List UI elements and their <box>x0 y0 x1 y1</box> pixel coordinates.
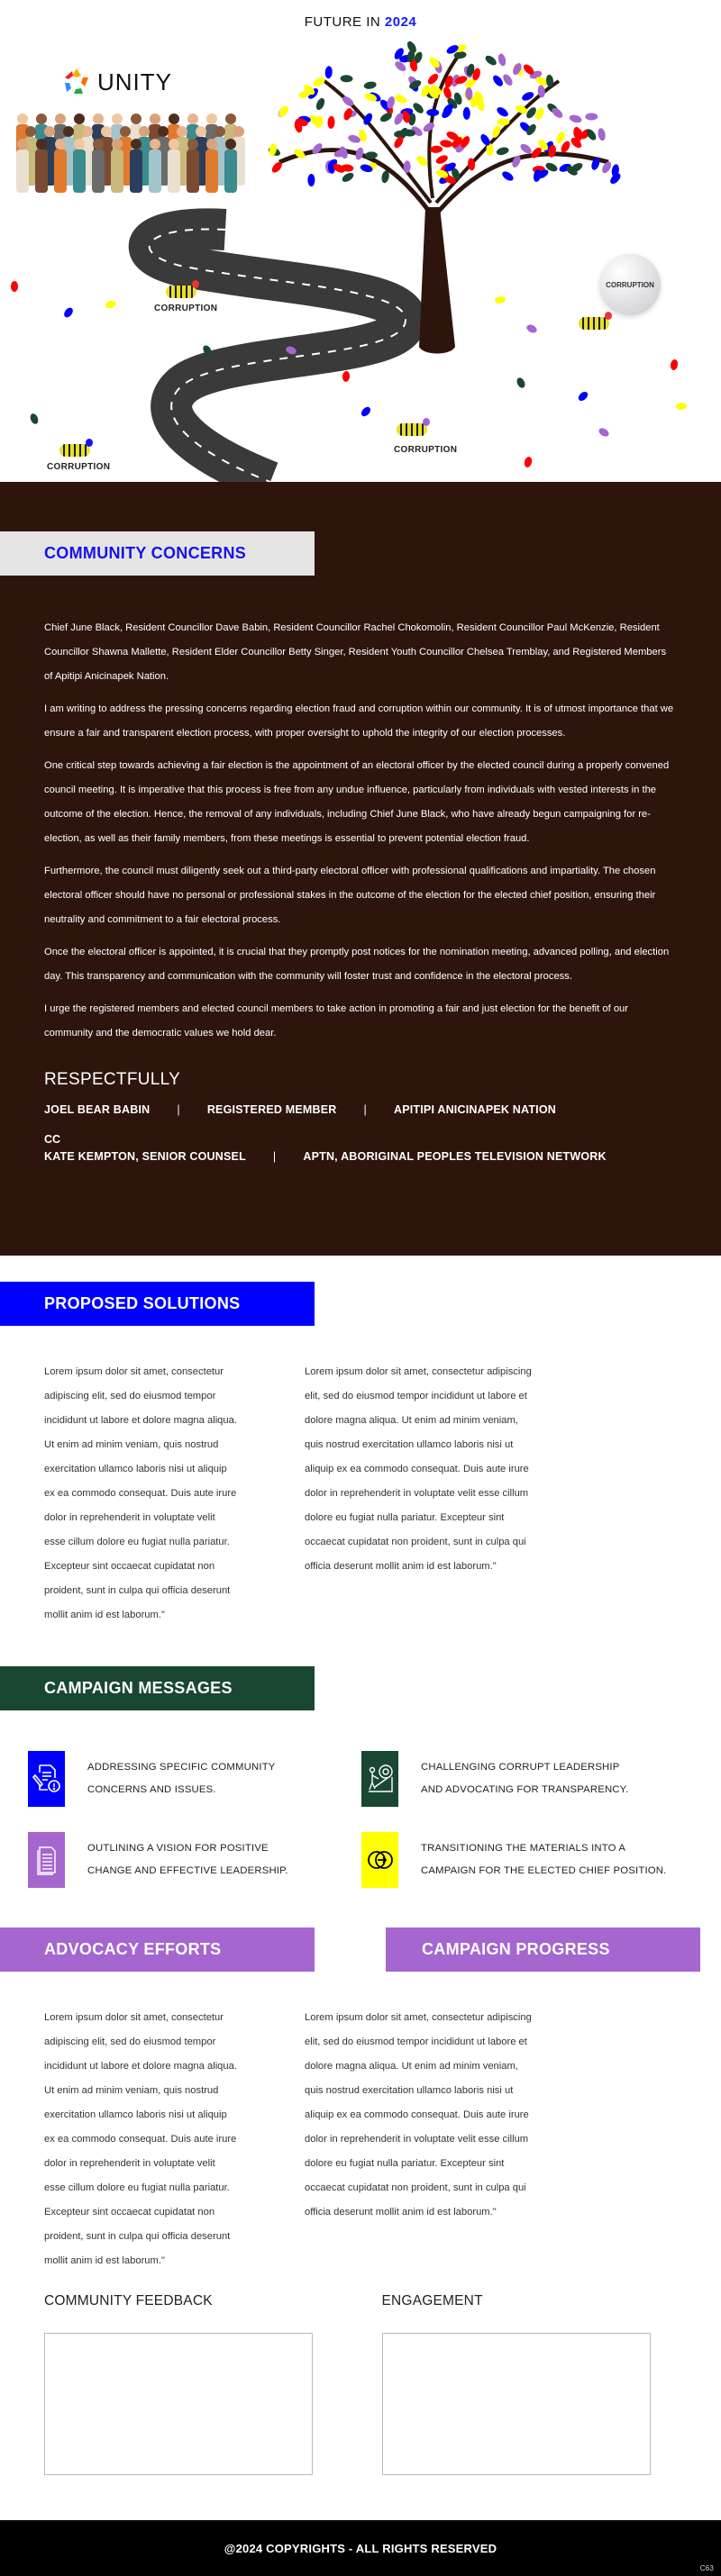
person-head <box>131 139 141 150</box>
message-line: OUTLINING A VISION FOR POSITIVE <box>87 1843 269 1854</box>
person-head <box>74 113 85 124</box>
leaf <box>327 116 335 129</box>
fallen-leaf <box>598 426 610 438</box>
campaign-message <box>28 1832 361 1888</box>
hero-banner <box>0 0 721 482</box>
cc-label: CC <box>44 1133 61 1146</box>
fallen-leaf <box>525 323 538 334</box>
engagement-label: ENGAGEMENT <box>381 2293 483 2308</box>
campaign-message <box>28 1751 361 1807</box>
closing-text: RESPECTFULLY <box>44 1070 181 1089</box>
person-body <box>187 150 199 193</box>
person-body <box>111 150 123 193</box>
leaf <box>363 81 377 90</box>
corruption-label: CORRUPTION <box>154 304 218 313</box>
fallen-leaf <box>62 306 75 319</box>
person-body <box>168 150 180 193</box>
section-heading-campaign-progress: CAMPAIGN PROGRESS <box>386 1927 700 1972</box>
progress-text: Lorem ipsum dolor sit amet, consectetur adipiscing elit, sed do eiusmod tempor incididunt ut labore et dolore magna aliqua. Ut enim ad minim veniam, quis nostrud exercitation ullamco laboris nisi ut aliquip ex ea commodo consequat. Duis aute irure dolor in reprehenderit in voluptate velit esse cillum dolore eu fugiat nulla pariatur. Excepteur sint occaecat cupidatat non proident, sunt in culpa qui officia deserunt mollit anim id est laborum." <box>305 2012 532 2218</box>
campaign-message <box>361 1751 695 1807</box>
person-head <box>150 139 160 150</box>
leaf <box>307 174 315 186</box>
person-head <box>17 139 28 150</box>
leaf <box>491 74 505 88</box>
person-head <box>225 139 236 150</box>
person-head <box>44 126 55 137</box>
person-head <box>36 139 47 150</box>
person-head <box>150 113 160 124</box>
person-body <box>149 150 161 193</box>
gear-climber-icon <box>361 1751 398 1807</box>
leaf <box>430 145 443 153</box>
signature-line <box>44 1101 677 1119</box>
person-head <box>206 139 217 150</box>
engagement-box[interactable] <box>382 2333 651 2475</box>
leaf <box>340 75 352 82</box>
proposed-text-left: Lorem ipsum dolor sit amet, consectetur adipiscing elit, sed do eiusmod tempor incididunt ut labore et dolore magna aliqua. Ut enim ad minim veniam, quis nostrud exercitation ullamco laboris nisi ut aliquip ex ea commodo consequat. Duis aute irure dolor in reprehenderit in voluptate velit esse cillum dolore eu fugiat nulla pariatur. Excepteur sint occaecat cupidatat non proident, sunt in culpa qui officia deserunt mollit anim id est laborum." <box>44 1366 237 1620</box>
leaf <box>496 146 510 156</box>
corruption-speech-bubble: CORRUPTION <box>599 254 661 315</box>
leaf <box>597 128 606 141</box>
unity-hands-icon <box>61 67 92 97</box>
corner-code: C63 <box>699 2564 714 2572</box>
message-line: CHANGE AND EFFECTIVE LEADERSHIP. <box>87 1865 288 1876</box>
footer <box>0 2520 721 2576</box>
crowd-illustration <box>14 106 252 214</box>
leaf <box>426 109 439 116</box>
leaf <box>312 76 326 87</box>
person-head <box>63 126 74 137</box>
person-head <box>120 126 131 137</box>
leaf <box>569 113 583 124</box>
person-head <box>177 126 187 137</box>
leaf <box>501 73 514 87</box>
message-line: AND ADVOCATING FOR TRANSPARENCY. <box>421 1784 629 1795</box>
section-heading-proposed-solutions: PROPOSED SOLUTIONS <box>0 1282 315 1326</box>
person-body <box>130 150 142 193</box>
leaf <box>341 171 355 184</box>
person-head <box>93 113 104 124</box>
transition-circles-icon <box>361 1832 398 1888</box>
leaf <box>354 147 365 161</box>
caterpillar-icon <box>166 286 196 298</box>
document-alert-icon <box>28 1751 65 1807</box>
person-head <box>187 139 198 150</box>
message-line: CONCERNS AND ISSUES. <box>87 1784 216 1795</box>
fallen-leaf <box>577 390 589 403</box>
concerns-letter <box>0 576 721 1046</box>
signer-nation: APITIPI ANICINAPEK NATION <box>393 1103 556 1116</box>
person-head <box>214 126 225 137</box>
unity-logo <box>61 67 172 97</box>
proposed-text-right: Lorem ipsum dolor sit amet, consectetur adipiscing elit, sed do eiusmod tempor incididunt ut labore et dolore magna aliqua. Ut enim ad minim veniam, quis nostrud exercitation ullamco laboris nisi ut aliquip ex ea commodo consequat. Duis aute irure dolor in reprehenderit in voluptate velit esse cillum dolore eu fugiat nulla pariatur. Excepteur sint occaecat cupidatat non proident, sunt in culpa qui officia deserunt mollit anim id est laborum." <box>305 1366 532 1572</box>
letter-paragraph: Chief June Black, Resident Councillor Dave Babin, Resident Councillor Rachel Chokomolin, Resident Councillor Paul McKenzie, Resident Councillor Shawna Mallette, Resident Elder Councillor Betty Singer, Resident Youth Councillor Chelsea Tremblay, and Registered Members of Apitipi Anicinapek Nation. <box>44 622 667 682</box>
person-head <box>169 113 179 124</box>
corruption-label: CORRUPTION <box>47 462 111 472</box>
message-line: TRANSITIONING THE MATERIALS INTO A <box>421 1843 626 1854</box>
section-heading-campaign-messages: CAMPAIGN MESSAGES <box>0 1666 315 1710</box>
logo-text: UNITY <box>97 68 172 95</box>
signer-name: JOEL BEAR BABIN <box>44 1103 151 1116</box>
community-feedback-label: COMMUNITY FEEDBACK <box>44 2293 213 2308</box>
person-head <box>169 139 179 150</box>
community-feedback-panel <box>44 2293 340 2475</box>
community-feedback-box[interactable] <box>44 2333 313 2475</box>
separator: | <box>177 1103 180 1116</box>
person-head <box>55 139 66 150</box>
leaf <box>496 105 510 118</box>
separator: | <box>363 1103 367 1116</box>
advocacy-section <box>0 1915 721 2475</box>
document-icon <box>28 1832 65 1888</box>
leaf <box>411 101 425 115</box>
person-head <box>158 126 169 137</box>
letter-paragraph: Furthermore, the council must diligently seek out a third-party electoral officer with professional qualifications and impartiality. The chosen electoral officer should have no personal or professional stakes in the outcome of the election for the elected chief position, ensuring their neutrality and commitment to a fair electoral process. <box>44 866 656 925</box>
copyright-text: @2024 COPYRIGHTS - ALL RIGHTS RESERVED <box>224 2541 497 2555</box>
separator: | <box>272 1150 277 1163</box>
advocacy-text: Lorem ipsum dolor sit amet, consectetur adipiscing elit, sed do eiusmod tempor incididunt ut labore et dolore magna aliqua. Ut enim ad minim veniam, quis nostrud exercitation ullamco laboris nisi ut aliquip ex ea commodo consequat. Duis aute irure dolor in reprehenderit in voluptate velit esse cillum dolore eu fugiat nulla pariatur. Excepteur sint occaecat cupidatat non proident, sunt in culpa qui officia deserunt mollit anim id est laborum." <box>44 2012 237 2266</box>
letter-paragraph: Once the electoral officer is appointed, it is crucial that they promptly post notices for the nomination meeting, advanced polling, and election day. This transparency and communication with the community will foster trust and confidence in the electoral process. <box>44 947 670 982</box>
person-head <box>112 139 123 150</box>
leaf <box>434 153 449 165</box>
proposed-solutions-section <box>0 1256 721 1650</box>
signature-block <box>0 1054 721 1166</box>
fallen-leaf <box>524 456 534 468</box>
person-head <box>36 113 47 124</box>
fallen-leaf <box>105 300 117 310</box>
leaf <box>315 96 326 111</box>
message-line: ADDRESSING SPECIFIC COMMUNITY <box>87 1762 276 1773</box>
person-head <box>196 126 206 137</box>
person-body <box>54 150 67 193</box>
leaf <box>277 104 290 119</box>
signer-role: REGISTERED MEMBER <box>206 1103 337 1116</box>
fallen-leaf <box>676 402 688 410</box>
person-head <box>82 126 93 137</box>
person-head <box>187 113 198 124</box>
community-concerns-section <box>0 482 721 1256</box>
campaign-message <box>361 1832 695 1888</box>
fallen-leaf <box>11 281 18 292</box>
person-body <box>92 150 105 193</box>
campaign-messages-section <box>0 1650 721 1915</box>
caterpillar-icon <box>397 423 427 436</box>
fallen-leaf <box>29 413 40 425</box>
leaf <box>440 139 453 148</box>
leaf <box>463 107 470 120</box>
caterpillar-icon <box>59 444 90 457</box>
corruption-label: CORRUPTION <box>394 445 458 455</box>
leaf <box>500 169 515 183</box>
leaf <box>497 53 507 68</box>
cc-line <box>44 1147 677 1166</box>
person-head <box>55 113 66 124</box>
winding-road <box>150 229 406 482</box>
message-line: CAMPAIGN FOR THE ELECTED CHIEF POSITION. <box>421 1865 667 1876</box>
person-head <box>25 126 36 137</box>
person-body <box>16 150 29 193</box>
leaf <box>415 154 429 168</box>
person-head <box>131 113 141 124</box>
person-body <box>224 150 237 193</box>
person-head <box>74 139 85 150</box>
letter-paragraph: I urge the registered members and elected council members to take action in promoting a fair and just election for the benefit of our community and the democratic values we hold dear. <box>44 1003 628 1039</box>
fallen-leaf <box>670 358 679 370</box>
person-head <box>139 126 150 137</box>
letter-paragraph: One critical step towards achieving a fair election is the appointment of an electoral officer by the elected council during a properly convened council meeting. It is imperative that this process is free from any undue influence, particularly from individuals with vested interests in the outcome of the election. Hence, the removal of any individuals, including Chief June Black, who have already begun campaigning for re-election, as well as their family members, from these meetings is essential to prevent potential election fraud. <box>44 760 670 844</box>
cc-recipient: APTN, ABORIGINAL PEOPLES TELEVISION NETWORK <box>303 1150 607 1163</box>
leaf <box>484 54 498 68</box>
leaf <box>403 160 411 173</box>
leaf <box>324 66 333 79</box>
section-heading-advocacy-efforts: ADVOCACY EFFORTS <box>0 1927 315 1972</box>
fallen-leaf <box>360 405 372 418</box>
cc-recipient: KATE KEMPTON, SENIOR COUNSEL <box>44 1150 246 1163</box>
leaf <box>426 72 440 86</box>
person-head <box>225 113 236 124</box>
person-head <box>112 113 123 124</box>
letter-paragraph: I am writing to address the pressing concerns regarding election fraud and corruption within our community. It is of utmost importance that we ensure a fair and transparent election process, with proper oversight to uphold the integrity of our election processes. <box>44 703 674 739</box>
tree-leaves <box>267 40 622 186</box>
person-body <box>73 150 86 193</box>
leaf <box>394 93 408 104</box>
fallen-leaf <box>516 376 527 389</box>
person-body <box>35 150 48 193</box>
fallen-leaf <box>342 371 350 383</box>
person-head <box>233 126 244 137</box>
leaf <box>585 113 598 121</box>
section-heading-community-concerns: COMMUNITY CONCERNS <box>0 531 315 576</box>
person-head <box>93 139 104 150</box>
person-head <box>101 126 112 137</box>
caterpillar-icon <box>579 317 609 330</box>
tree-trunk <box>419 207 455 354</box>
message-line: CHALLENGING CORRUPT LEADERSHIP <box>421 1762 620 1773</box>
person-head <box>17 113 28 124</box>
hero-title: FUTURE IN 2024 <box>304 14 417 30</box>
person-head <box>206 113 217 124</box>
fallen-leaf <box>494 295 506 304</box>
engagement-panel <box>382 2293 678 2475</box>
person-body <box>205 150 218 193</box>
